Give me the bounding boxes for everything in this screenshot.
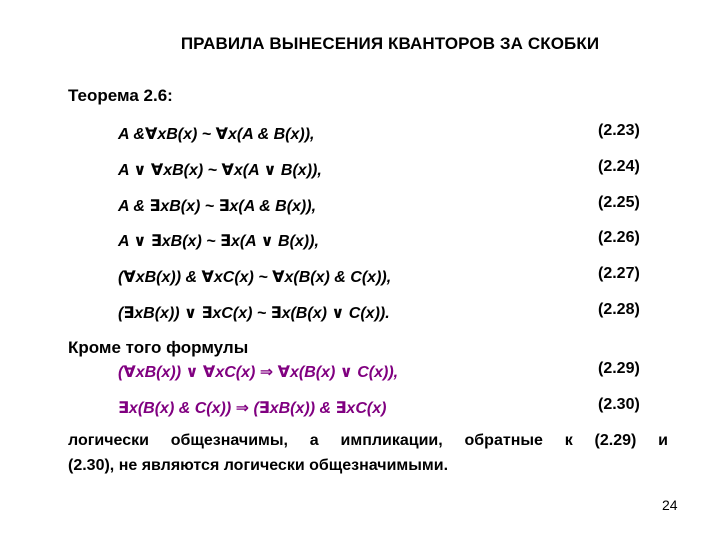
formula-2-28: (∃xB(x)) ∨ ∃xC(x) ~ ∃x(B(x) ∨ C(x)). (118, 305, 390, 322)
formula-2-27: (∀xB(x)) & ∀xC(x) ~ ∀x(B(x) & C(x)), (118, 269, 392, 286)
equation-number-2-27: (2.27) (598, 265, 640, 282)
equation-number-2-26: (2.26) (598, 229, 640, 246)
page-number: 24 (662, 497, 678, 513)
equation-number-2-23: (2.23) (598, 122, 640, 139)
implication-2-29: (∀xB(x)) ∨ ∀xC(x) ⇒ ∀x(B(x) ∨ C(x)), (118, 364, 399, 381)
besides-heading: Кроме того формулы (68, 338, 249, 357)
implication-2-30: ∃x(B(x) & C(x)) ⇒ (∃xB(x)) & ∃xC(x) (118, 400, 387, 417)
equation-number-2-24: (2.24) (598, 158, 640, 175)
formula-2-23: A &∀xB(x) ~ ∀x(A & B(x)), (118, 126, 315, 143)
formula-2-25: A & ∃xB(x) ~ ∃x(A & B(x)), (118, 198, 317, 215)
formula-2-24: A ∨ ∀xB(x) ~ ∀x(A ∨ B(x)), (118, 162, 322, 179)
equation-number-2-30: (2.30) (598, 396, 640, 413)
equation-number-2-25: (2.25) (598, 194, 640, 211)
conclusion-line-2: (2.30), не являются логически общезначимыми. (68, 457, 449, 474)
page-title: ПРАВИЛА ВЫНЕСЕНИЯ КВАНТОРОВ ЗА СКОБКИ (180, 34, 600, 53)
equation-number-2-28: (2.28) (598, 301, 640, 318)
conclusion-line-1: логически общезначимы, а импликации, обратные к (2.29) и (68, 432, 668, 449)
equation-number-2-29: (2.29) (598, 360, 640, 377)
conclusion-paragraph (68, 428, 668, 478)
formula-2-26: A ∨ ∃xB(x) ~ ∃x(A ∨ B(x)), (118, 233, 319, 250)
theorem-heading: Теорема 2.6: (68, 86, 173, 105)
